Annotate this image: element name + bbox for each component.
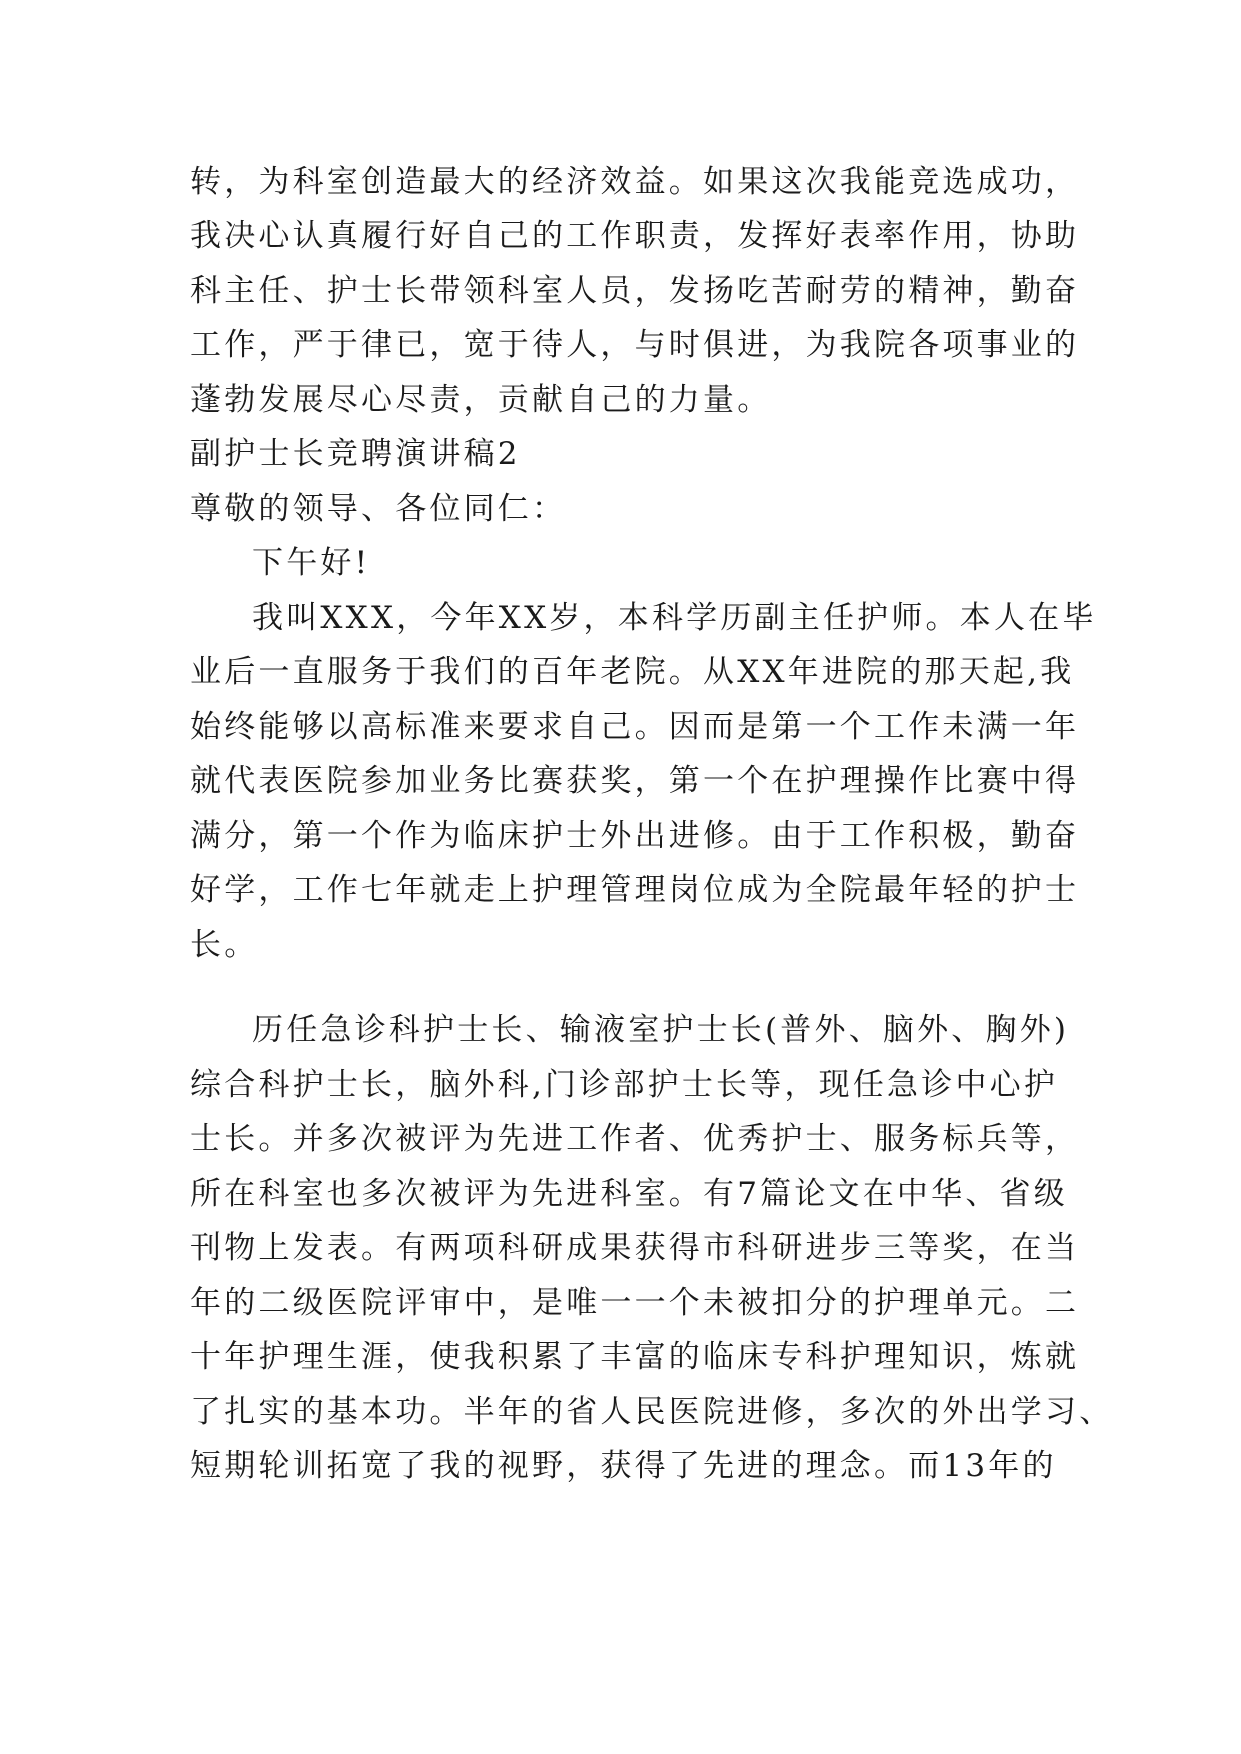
text-line: 好学，工作七年就走上护理管理岗位成为全院最年轻的护士 (190, 872, 1080, 908)
text-line: 始终能够以高标准来要求自己。因而是第一个工作未满一年 (190, 709, 1080, 745)
text-line: 了扎实的基本功。半年的省人民医院进修，多次的外出学习、 (190, 1394, 1114, 1430)
text-line: 年的二级医院评审中，是唯一一个未被扣分的护理单元。二 (190, 1285, 1080, 1321)
text-line: 我叫XXX，今年XX岁，本科学历副主任护师。本人在毕 (252, 600, 1097, 636)
greeting: 下午好! (252, 545, 371, 581)
text-line: 蓬勃发展尽心尽责，贡献自己的力量。 (190, 382, 772, 418)
text-line: 业后一直服务于我们的百年老院。从XX年进院的那天起,我 (190, 654, 1075, 690)
text-line: 刊物上发表。有两项科研成果获得市科研进步三等奖，在当 (190, 1230, 1080, 1266)
text-line: 转，为科室创造最大的经济效益。如果这次我能竞选成功， (190, 164, 1080, 200)
text-line: 我决心认真履行好自己的工作职责，发挥好表率作用，协助 (190, 218, 1080, 254)
text-line: 十年护理生涯，使我积累了丰富的临床专科护理知识，炼就 (190, 1339, 1080, 1375)
text-line: 所在科室也多次被评为先进科室。有7篇论文在中华、省级 (190, 1176, 1068, 1212)
text-line: 综合科护士长，脑外科,门诊部护士长等，现任急诊中心护 (190, 1067, 1059, 1103)
text-line: 就代表医院参加业务比赛获奖，第一个在护理操作比赛中得 (190, 763, 1080, 799)
text-line: 工作，严于律已，宽于待人，与时俱进，为我院各项事业的 (190, 327, 1080, 363)
text-line: 长。 (190, 927, 259, 963)
salutation: 尊敬的领导、各位同仁： (190, 491, 567, 527)
text-line: 满分，第一个作为临床护士外出进修。由于工作积极，勤奋 (190, 818, 1080, 854)
document-title: 副护士长竞聘演讲稿2 (190, 436, 521, 472)
text-line: 科主任、护士长带领科室人员，发扬吃苦耐劳的精神，勤奋 (190, 273, 1080, 309)
text-line: 士长。并多次被评为先进工作者、优秀护士、服务标兵等， (190, 1121, 1080, 1157)
text-line: 历任急诊科护士长、输液室护士长(普外、脑外、胸外) (252, 1012, 1070, 1048)
text-line: 短期轮训拓宽了我的视野，获得了先进的理念。而13年的 (190, 1448, 1057, 1484)
